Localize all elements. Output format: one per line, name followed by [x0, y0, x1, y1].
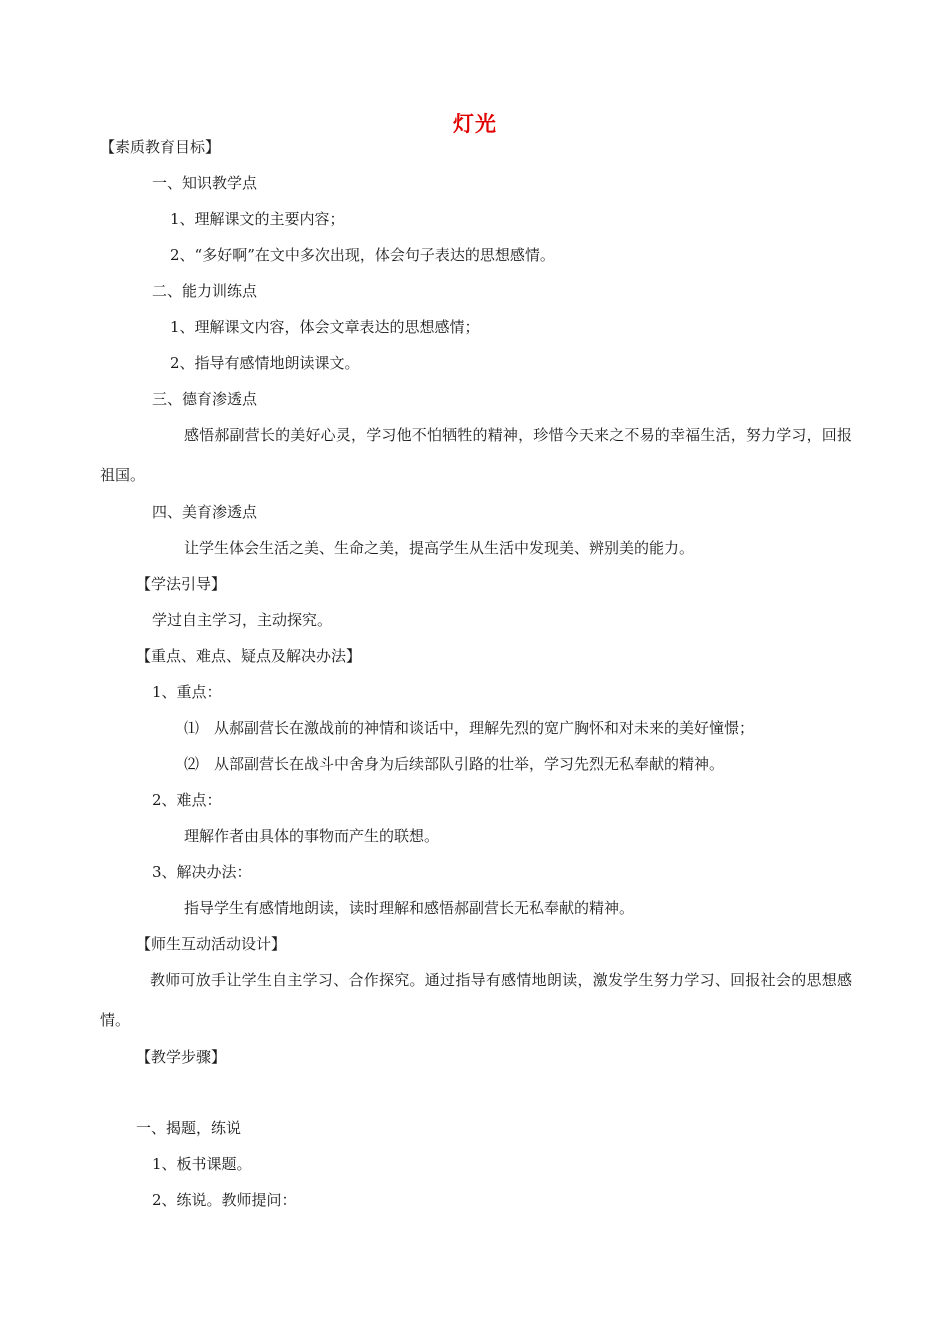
list-item: 1、板书课题。 — [152, 1155, 252, 1173]
paragraph: 理解作者由具体的事物而产生的联想。 — [184, 827, 440, 845]
section-heading-steps: 【教学步骤】 — [136, 1048, 227, 1066]
list-item: ⑵ 从部副营长在战斗中舍身为后续部队引路的壮举，学习先烈无私奉献的精神。 — [184, 755, 725, 773]
list-item: 1、理解课文内容，体会文章表达的思想感情； — [170, 318, 480, 336]
paragraph: 让学生体会生活之美、生命之美，提高学生从生活中发现美、辨别美的能力。 — [184, 539, 695, 557]
list-item: 2、“多好啊”在文中多次出现，体会句子表达的思想感情。 — [170, 246, 555, 264]
subheading-ability: 二、能力训练点 — [152, 282, 258, 300]
list-item: 2、难点： — [152, 791, 222, 809]
section-heading-method: 【学法引导】 — [136, 575, 227, 593]
subheading-knowledge: 一、知识教学点 — [152, 174, 258, 192]
list-item: 1、重点： — [152, 683, 222, 701]
subheading-aesthetic: 四、美育渗透点 — [152, 503, 258, 521]
subheading-step1: 一、揭题，练说 — [136, 1119, 242, 1137]
subheading-moral: 三、德育渗透点 — [152, 390, 258, 408]
list-item: 2、练说。教师提问： — [152, 1191, 297, 1209]
paragraph: 感悟郝副营长的美好心灵，学习他不怕牺牲的精神，珍惜今天来之不易的幸福生活，努力学习，回报祖国。 — [100, 426, 852, 484]
list-item: 1、理解课文的主要内容； — [170, 210, 345, 228]
section-heading-interaction: 【师生互动活动设计】 — [136, 935, 287, 953]
list-item: ⑴ 从郝副营长在激战前的神情和谈话中，理解先烈的宽广胸怀和对未来的美好憧憬； — [184, 719, 755, 737]
paragraph: 教师可放手让学生自主学习、合作探究。通过指导有感情地朗读，激发学生努力学习、回报社会的思想感情。 — [100, 971, 852, 1029]
section-heading-keypoints: 【重点、难点、疑点及解决办法】 — [136, 647, 362, 665]
list-item: 3、解决办法： — [152, 863, 252, 881]
paragraph: 指导学生有感情地朗读，读时理解和感悟郝副营长无私奉献的精神。 — [184, 899, 635, 917]
paragraph: 学过自主学习，主动探究。 — [152, 611, 333, 629]
section-heading-goals: 【素质教育目标】 — [100, 138, 221, 156]
list-item: 2、指导有感情地朗读课文。 — [170, 354, 360, 372]
document-title: 灯光 — [453, 112, 497, 136]
